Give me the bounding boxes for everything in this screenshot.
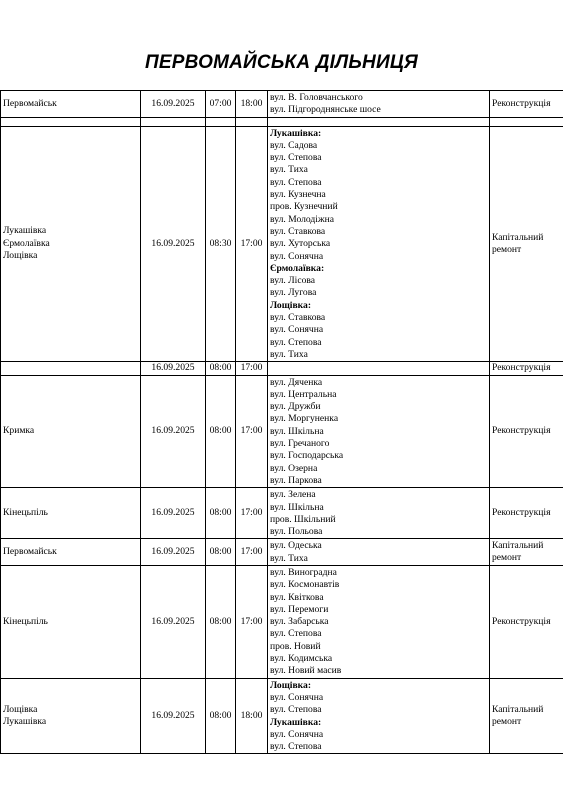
spacer-cell bbox=[141, 117, 206, 126]
work-type-cell bbox=[490, 375, 563, 488]
start-time-cell: 08:00 bbox=[206, 565, 236, 678]
streets-cell bbox=[268, 488, 490, 539]
streets-cell bbox=[268, 126, 490, 362]
work-type-cell bbox=[490, 539, 563, 566]
village-heading: Лощівка: bbox=[270, 679, 312, 691]
street-name: вул. Лугова bbox=[270, 287, 317, 299]
table-body bbox=[1, 91, 563, 754]
street-name: вул. Степова bbox=[270, 336, 322, 348]
locality-name: Первомайськ bbox=[3, 97, 57, 109]
street-name: вул. Степова bbox=[270, 741, 322, 753]
locality-name: Кримка bbox=[3, 425, 35, 437]
page-title: ПЕРВОМАЙСЬКА ДІЛЬНИЦЯ bbox=[145, 52, 418, 73]
street-name: вул. Тиха bbox=[270, 552, 308, 564]
spacer-cell bbox=[268, 117, 490, 126]
outage-schedule-table bbox=[0, 90, 563, 754]
start-time-cell: 08:30 bbox=[206, 126, 236, 362]
street-name: вул. Степова bbox=[270, 152, 322, 164]
street-name: вул. Степова bbox=[270, 704, 322, 716]
end-time-cell: 18:00 bbox=[236, 678, 268, 754]
start-time-cell: 08:00 bbox=[206, 539, 236, 566]
locality-cell bbox=[1, 678, 141, 754]
street-name: вул. Лісова bbox=[270, 275, 316, 287]
street-name: вул. Підгороднянське шосе bbox=[270, 104, 381, 116]
end-time-cell: 17:00 bbox=[236, 539, 268, 566]
street-name: вул. Ставкова bbox=[270, 312, 326, 324]
work-type-text: Капітальний bbox=[492, 703, 544, 715]
locality-cell bbox=[1, 362, 141, 375]
street-name: вул. Моргуненка bbox=[270, 413, 339, 425]
date-cell: 16.09.2025 bbox=[141, 375, 206, 488]
streets-cell bbox=[268, 375, 490, 488]
street-name: вул. В. Головчанського bbox=[270, 92, 363, 103]
streets-cell bbox=[268, 362, 490, 375]
date-cell: 16.09.2025 bbox=[141, 362, 206, 375]
street-name: вул. Кузнечна bbox=[270, 189, 326, 201]
street-name: вул. Гречаного bbox=[270, 438, 330, 450]
date-cell: 16.09.2025 bbox=[141, 539, 206, 566]
street-name: вул. Центральна bbox=[270, 388, 337, 400]
spacer-cell bbox=[1, 117, 141, 126]
start-time-cell: 08:00 bbox=[206, 678, 236, 754]
locality-name: Первомайськ bbox=[3, 546, 57, 558]
street-name: вул. Паркова bbox=[270, 474, 322, 486]
end-time-cell: 18:00 bbox=[236, 91, 268, 118]
locality-name: Кінецьпіль bbox=[3, 507, 48, 519]
work-type-cell bbox=[490, 91, 563, 118]
work-type-cell bbox=[490, 488, 563, 539]
work-type-cell bbox=[490, 565, 563, 678]
work-type-text: Реконструкція bbox=[492, 615, 551, 627]
street-name: пров. Кузнечний bbox=[270, 201, 338, 213]
work-type-cell bbox=[490, 126, 563, 362]
work-type-text: Реконструкція bbox=[492, 362, 551, 374]
street-name: вул. Садова bbox=[270, 139, 318, 151]
date-cell: 16.09.2025 bbox=[141, 488, 206, 539]
streets-cell bbox=[268, 91, 490, 118]
work-type-text: ремонт bbox=[492, 716, 522, 728]
end-time-cell: 17:00 bbox=[236, 362, 268, 375]
locality-name: Лукашівка bbox=[3, 716, 47, 728]
table-row bbox=[1, 126, 563, 362]
street-name: вул. Кодимська bbox=[270, 653, 333, 665]
end-time-cell: 17:00 bbox=[236, 488, 268, 539]
street-name: вул. Дружби bbox=[270, 401, 321, 413]
start-time-cell: 07:00 bbox=[206, 91, 236, 118]
locality-name: Кінецьпіль bbox=[3, 615, 48, 627]
locality-name: Лукашівка bbox=[3, 225, 47, 237]
street-name: вул. Космонавтів bbox=[270, 579, 340, 591]
locality-cell bbox=[1, 126, 141, 362]
street-name: вул. Забарська bbox=[270, 616, 329, 628]
table-row bbox=[1, 488, 563, 539]
locality-name: Лощівка bbox=[3, 703, 38, 715]
work-type-cell bbox=[490, 362, 563, 375]
village-heading: Лощівка: bbox=[270, 299, 312, 311]
street-name: вул. Дяченка bbox=[270, 376, 323, 388]
street-name: вул. Шкільна bbox=[270, 425, 324, 437]
street-name: вул. Одеська bbox=[270, 540, 322, 552]
streets-cell bbox=[268, 678, 490, 754]
table-row bbox=[1, 362, 563, 375]
spacer-cell bbox=[206, 117, 236, 126]
village-heading: Лукашівка: bbox=[270, 716, 322, 728]
streets-cell bbox=[268, 539, 490, 566]
street-name: вул. Сонячна bbox=[270, 728, 324, 740]
end-time-cell: 17:00 bbox=[236, 565, 268, 678]
street-name: пров. Шкільний bbox=[270, 513, 336, 525]
street-name: вул. Зелена bbox=[270, 489, 316, 501]
work-type-text: ремонт bbox=[492, 552, 522, 564]
street-name: вул. Сонячна bbox=[270, 324, 324, 336]
work-type-cell bbox=[490, 678, 563, 754]
spacer-row bbox=[1, 117, 563, 126]
village-heading: Лукашівка: bbox=[270, 127, 322, 139]
table-row bbox=[1, 91, 563, 118]
streets-cell bbox=[268, 565, 490, 678]
street-name: вул. Польова bbox=[270, 526, 323, 538]
date-cell: 16.09.2025 bbox=[141, 91, 206, 118]
start-time-cell: 08:00 bbox=[206, 362, 236, 375]
street-name: вул. Сонячна bbox=[270, 691, 324, 703]
street-name: вул. Шкільна bbox=[270, 501, 324, 513]
street-name: вул. Озерна bbox=[270, 462, 318, 474]
street-name: вул. Новий масив bbox=[270, 665, 342, 677]
street-name: вул. Ставкова bbox=[270, 225, 326, 237]
work-type-text: ремонт bbox=[492, 243, 522, 255]
street-name: вул. Хуторська bbox=[270, 238, 331, 250]
street-name: вул. Виноградна bbox=[270, 566, 337, 578]
end-time-cell: 17:00 bbox=[236, 375, 268, 488]
street-name: вул. Перемоги bbox=[270, 603, 329, 615]
locality-cell bbox=[1, 488, 141, 539]
date-cell: 16.09.2025 bbox=[141, 678, 206, 754]
start-time-cell: 08:00 bbox=[206, 375, 236, 488]
locality-cell bbox=[1, 565, 141, 678]
street-name: вул. Молодіжна bbox=[270, 213, 334, 225]
work-type-text: Реконструкція bbox=[492, 507, 551, 519]
street-name: вул. Квіткова bbox=[270, 591, 324, 603]
street-name: вул. Господарська bbox=[270, 450, 344, 462]
date-cell: 16.09.2025 bbox=[141, 565, 206, 678]
table-row bbox=[1, 678, 563, 754]
work-type-text: Капітальний bbox=[492, 539, 544, 551]
street-name: вул. Тиха bbox=[270, 164, 308, 176]
work-type-text: Реконструкція bbox=[492, 425, 551, 437]
locality-cell bbox=[1, 539, 141, 566]
street-name: вул. Тиха bbox=[270, 348, 308, 360]
date-cell: 16.09.2025 bbox=[141, 126, 206, 362]
street-name: вул. Сонячна bbox=[270, 250, 324, 262]
spacer-cell bbox=[490, 117, 563, 126]
locality-cell bbox=[1, 91, 141, 118]
locality-name: Лощівка bbox=[3, 250, 38, 262]
work-type-text: Капітальний bbox=[492, 231, 544, 243]
locality-name: Єрмолаївка bbox=[3, 237, 50, 249]
start-time-cell: 08:00 bbox=[206, 488, 236, 539]
street-name: вул. Степова bbox=[270, 628, 322, 640]
work-type-text: Реконструкція bbox=[492, 97, 551, 109]
locality-cell bbox=[1, 375, 141, 488]
table-row bbox=[1, 375, 563, 488]
village-heading: Єрмолаївка: bbox=[270, 262, 325, 274]
street-name: пров. Новий bbox=[270, 640, 321, 652]
table-row bbox=[1, 539, 563, 566]
street-name: вул. Степова bbox=[270, 176, 322, 188]
end-time-cell: 17:00 bbox=[236, 126, 268, 362]
table-row bbox=[1, 565, 563, 678]
spacer-cell bbox=[236, 117, 268, 126]
